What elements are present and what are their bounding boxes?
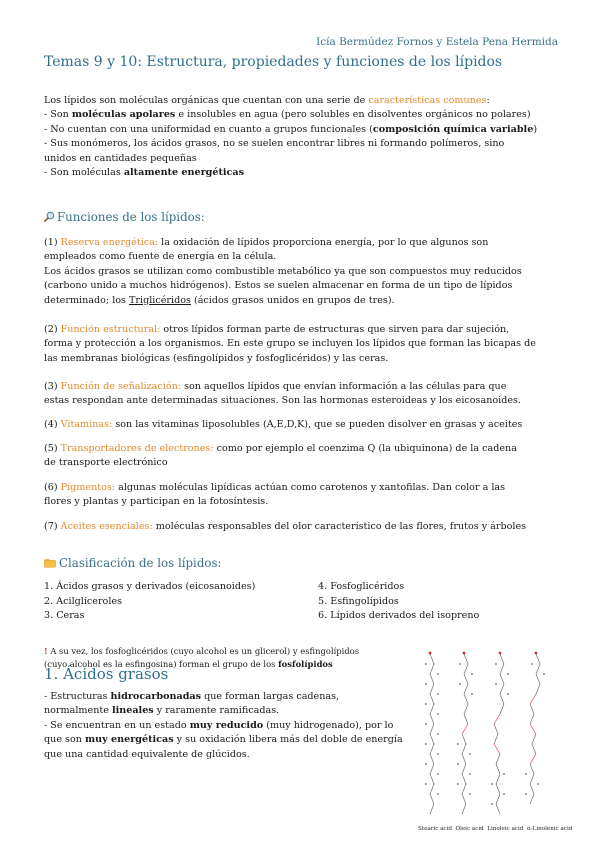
function-label: Vitaminas:	[60, 419, 113, 430]
function-text: son aquellos lípidos que envían información a las células para que	[181, 381, 507, 392]
heading-text: Funciones de los lípidos:	[57, 210, 205, 224]
bold-text: altamente energéticas	[123, 167, 245, 179]
function-text: flores y plantas y participan en la fotosíntesis.	[44, 496, 269, 508]
function-text: son las vitaminas liposolubles (A,E,D,K), que se pueden disolver en grasas y aceites	[112, 419, 523, 430]
acidos-grasos-text	[44, 690, 414, 762]
function-text: (carbono unido a muchos hidrógenos). Estos se suelen almacenar en forma de un tipo de lípidos	[44, 280, 513, 292]
function-text: las membranas biológicas (esfingolípidos y fosfoglicéridos) y las ceras.	[44, 352, 389, 364]
underlined-text: Triglicéridos	[129, 294, 191, 306]
intro-text: )	[533, 123, 538, 135]
note-text: A su vez, los fosfoglicéridos (cuyo alcohol es un glicerol) y esfingolípidos	[47, 646, 359, 656]
acidos-text: normalmente	[44, 705, 112, 717]
section-heading-acidos-grasos: 1. Ácidos grasos	[44, 665, 169, 683]
stearic-acid-chain	[430, 654, 434, 814]
magnifier-icon	[44, 211, 55, 222]
function-text: empleados como fuente de energía en la célula.	[44, 251, 277, 263]
acidos-text: - Estructuras	[44, 691, 111, 702]
acidos-text: y su oxidación libera más del doble de energía	[173, 734, 403, 746]
list-item: 6. Lípidos derivados del isopreno	[318, 610, 480, 622]
intro-text: - No cuentan con una uniformidad en cuanto a grupos funcionales (	[44, 123, 373, 135]
funcion-4	[44, 418, 560, 432]
list-item: 3. Ceras	[44, 610, 85, 622]
function-text: Los ácidos grasos se utilizan como combustible metabólico ya que son compuestos muy reducidos	[44, 265, 522, 277]
acidos-text: que son	[44, 734, 85, 746]
list-item: 1. Ácidos grasos y derivados (eicosanoides)	[44, 581, 256, 592]
function-text: de transporte electrónico	[44, 457, 168, 469]
authors: Icía Bermúdez Fornos y Estela Pena Hermida	[316, 36, 558, 48]
folder-icon	[44, 558, 56, 568]
item-number: (1)	[44, 237, 61, 248]
funcion-3	[44, 380, 560, 409]
figure-caption	[418, 826, 573, 832]
bold-text: moléculas apolares	[71, 109, 176, 121]
function-label: Reserva energética:	[60, 237, 159, 248]
bold-text: fosfolípidos	[278, 658, 333, 669]
linolenic-acid-chain	[530, 654, 540, 804]
acidos-text: y raramente ramificadas.	[153, 705, 280, 717]
function-text: la oxidación de lípidos proporciona energía, por lo que algunos son	[158, 237, 489, 248]
list-item: 4. Fosfoglicéridos	[318, 581, 405, 592]
function-text: moléculas responsables del olor característico de las flores, frutos y árboles	[152, 521, 527, 532]
function-label: Aceites esenciales:	[60, 521, 153, 532]
heading-text: Clasificación de los lípidos:	[59, 556, 222, 570]
item-number: (4)	[44, 419, 61, 430]
item-number: (6)	[44, 482, 61, 493]
item-number: (3)	[44, 381, 61, 392]
section-heading-clasificacion	[44, 556, 222, 570]
function-label: Transportadores de electrones:	[60, 443, 214, 454]
intro-text: :	[486, 95, 490, 106]
caption-item: α-Linolenic acid	[526, 826, 573, 832]
bold-text: hidrocarbonadas	[110, 691, 202, 702]
bold-text: lineales	[111, 705, 154, 717]
item-number: (7)	[44, 521, 61, 532]
function-text: algunas moléculas lipídicas actúan como carotenos y xantofilas. Dan color a las	[115, 482, 506, 493]
function-label: Función de señalización:	[60, 381, 182, 392]
page-title: Temas 9 y 10: Estructura, propiedades y funciones de los lípidos	[44, 54, 503, 70]
caption-item: Stearic acid	[418, 826, 452, 832]
intro-text: - Son	[44, 109, 72, 121]
acidos-text: - Se encuentran en un estado	[44, 719, 190, 731]
list-item: 2. Acilgliceroles	[44, 595, 123, 607]
intro-text: e insolubles en agua (pero solubles en disolventes orgánicos no polares)	[175, 109, 531, 121]
linoleic-acid-chain	[494, 654, 504, 814]
hydrogen-dots	[425, 663, 545, 805]
funcion-6	[44, 481, 560, 510]
oleic-acid-chain	[462, 654, 468, 814]
function-text: determinado; los	[44, 294, 130, 306]
intro-text: unidos en cantidades pequeñas	[44, 152, 197, 164]
note-text: (cuyo alcohol es la esfingosina) forman el grupo de los	[44, 658, 279, 669]
fatty-acids-figure	[418, 650, 558, 825]
funcion-1	[44, 236, 560, 308]
function-text: otros lípidos forman parte de estructuras que sirven para dar sujeción,	[160, 324, 510, 335]
acidos-text: (muy hidrogenado), por lo	[263, 719, 394, 731]
list-item: 5. Esfingolípidos	[318, 595, 399, 607]
carboxyl-groups	[429, 652, 538, 655]
intro-text: - Son moléculas	[44, 167, 124, 179]
function-label: Pigmentos:	[60, 482, 116, 493]
caption-item: Linoleic acid	[487, 826, 524, 832]
intro-text: - Sus monómeros, los ácidos grasos, no se suelen encontrar libres ni formando polímeros, sino	[44, 138, 505, 150]
funcion-7	[44, 520, 560, 534]
highlight-text: características comunes	[368, 95, 487, 106]
section-heading-funciones	[44, 210, 205, 224]
function-text: forma y protección a los organismos. En este grupo se incluyen los lípidos que forman las bicapas de	[44, 338, 536, 350]
exclamation-icon: !	[44, 646, 48, 656]
bold-text: composición química variable	[372, 123, 534, 135]
bold-text: muy energéticas	[84, 734, 174, 746]
bold-text: muy reducido	[189, 719, 264, 731]
function-text: (ácidos grasos unidos en grupos de tres).	[190, 294, 395, 306]
classification-column-left	[44, 580, 255, 624]
caption-item: Oleic acid	[455, 826, 484, 832]
funcion-2	[44, 323, 560, 366]
function-label: Función estructural:	[60, 324, 161, 335]
function-text: como por ejemplo el coenzima Q (la ubiquinona) de la cadena	[213, 443, 517, 454]
function-text: estas respondan ante determinadas situaciones. Son las hormonas esteroideas y los eicosanoides.	[44, 395, 522, 407]
intro-text: Los lípidos son moléculas orgánicas que cuentan con una serie de	[44, 95, 369, 106]
item-number: (5)	[44, 443, 61, 454]
intro-paragraph	[44, 94, 560, 180]
funcion-5	[44, 442, 560, 471]
item-number: (2)	[44, 324, 61, 335]
acidos-text: que forman largas cadenas,	[201, 691, 340, 702]
acidos-text: que una cantidad equivalente de glúcidos.	[44, 748, 250, 760]
classification-column-right	[318, 580, 479, 624]
